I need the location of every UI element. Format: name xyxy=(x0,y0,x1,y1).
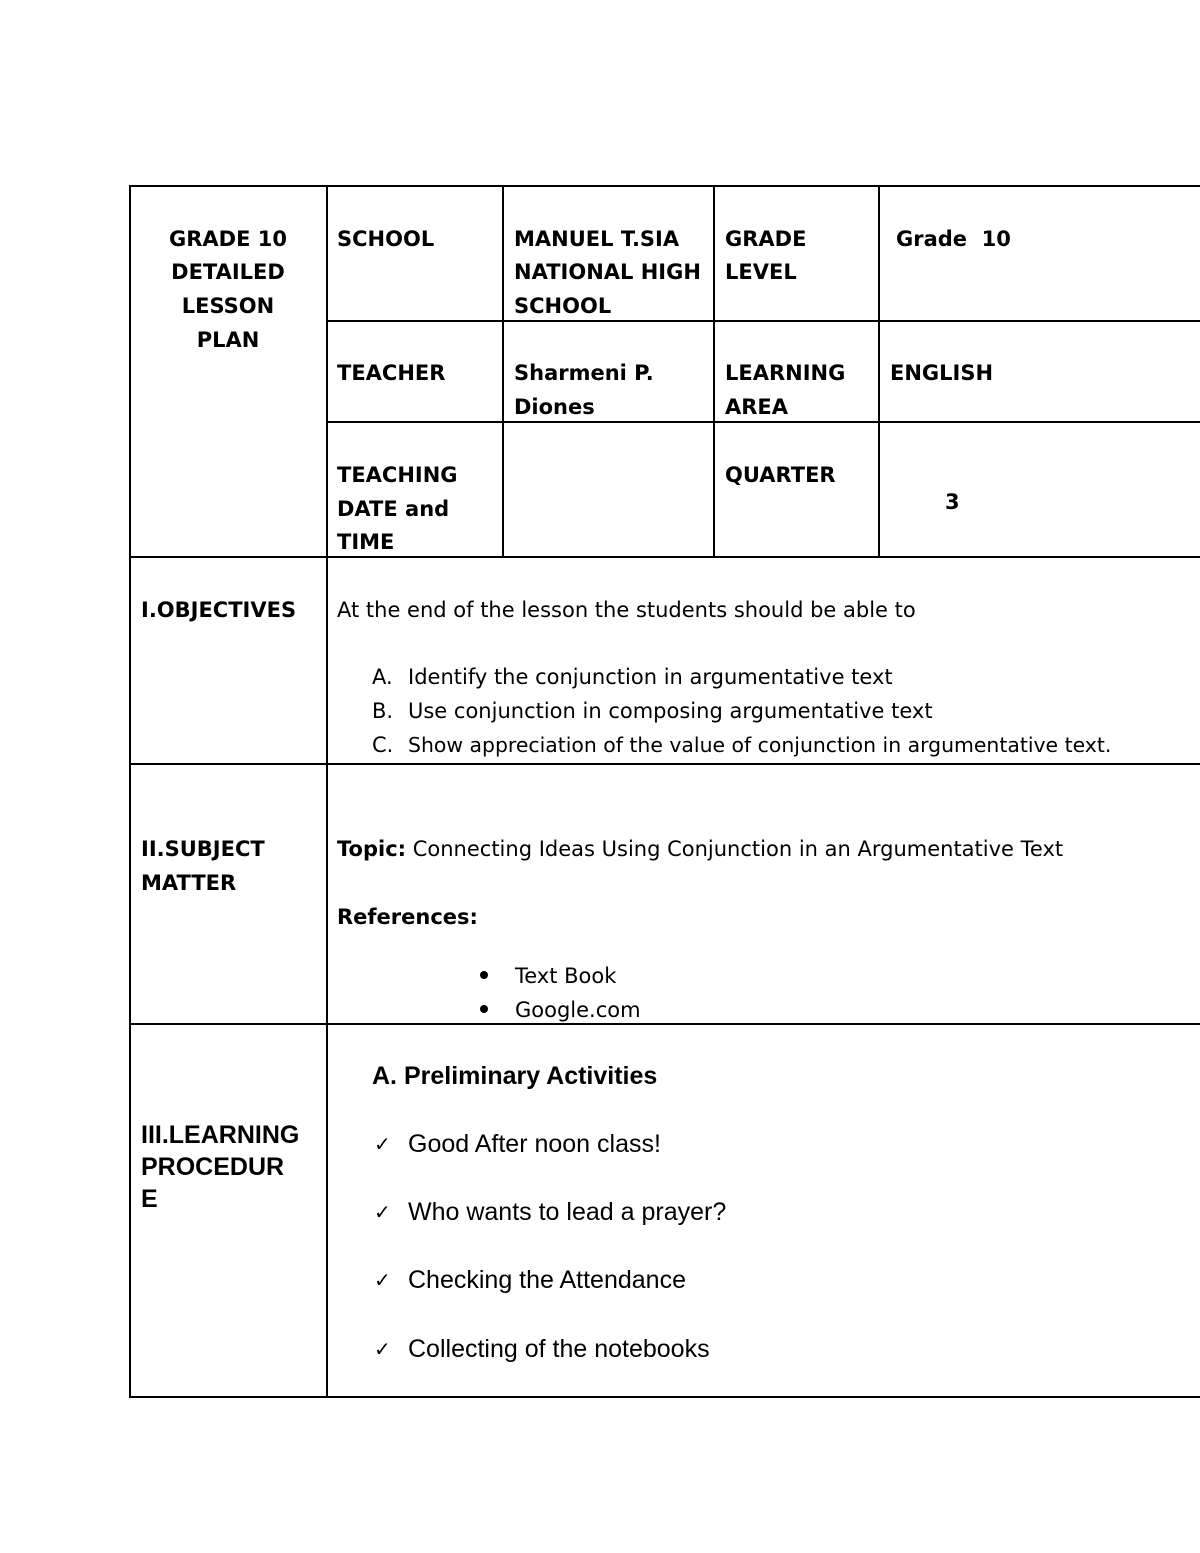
objectives-label: I.OBJECTIVES xyxy=(141,598,297,622)
quarter-value: 3 xyxy=(945,490,960,514)
subject-matter-label-line: MATTER xyxy=(141,871,237,895)
title-line: LESSON xyxy=(181,294,275,318)
grade-level-label-line: GRADE xyxy=(725,227,807,251)
check-icon: ✓ xyxy=(374,1132,391,1156)
reference-item: Text Book xyxy=(515,964,617,988)
title-line: GRADE 10 xyxy=(169,227,287,251)
learning-area-value: ENGLISH xyxy=(890,361,994,385)
table-border-top xyxy=(129,185,1200,187)
check-icon: ✓ xyxy=(374,1268,391,1292)
table-border-row1 xyxy=(326,320,1200,322)
learning-procedure-label-line: III.LEARNING xyxy=(141,1121,300,1149)
table-border-bottom xyxy=(129,1396,1200,1398)
table-border-objectives-bottom xyxy=(129,763,1200,765)
teacher-label: TEACHER xyxy=(337,361,446,385)
learning-area-label-line: AREA xyxy=(725,395,789,419)
check-icon: ✓ xyxy=(374,1200,391,1224)
school-value-line: MANUEL T.SIA xyxy=(514,227,680,251)
grade-level-label-line: LEVEL xyxy=(725,260,797,284)
teaching-date-label-line: TEACHING xyxy=(337,463,458,487)
references-label: References: xyxy=(337,905,478,929)
objectives-intro: At the end of the lesson the students should be able to xyxy=(337,598,916,622)
activity-item: Checking the Attendance xyxy=(408,1266,686,1294)
table-border-left xyxy=(129,185,131,1398)
title-line: DETAILED xyxy=(171,260,285,284)
table-border-col4 xyxy=(878,185,880,558)
school-value-line: SCHOOL xyxy=(514,294,612,318)
topic-label: Topic: xyxy=(337,837,407,861)
teaching-date-label-line: TIME xyxy=(337,530,395,554)
reference-item: Google.com xyxy=(515,998,641,1022)
list-item: Show appreciation of the value of conjunction in argumentative text. xyxy=(408,733,1112,757)
learning-area-label-line: LEARNING xyxy=(725,361,846,385)
list-item: Identify the conjunction in argumentative text xyxy=(408,665,893,689)
subject-matter-label-line: II.SUBJECT xyxy=(141,837,265,861)
table-border-col3 xyxy=(713,185,715,558)
preliminary-activities-heading: A. Preliminary Activities xyxy=(372,1062,658,1090)
check-icon: ✓ xyxy=(374,1337,391,1361)
school-label: SCHOOL xyxy=(337,227,435,251)
learning-procedure-label-line: E xyxy=(141,1185,158,1213)
activity-item: Collecting of the notebooks xyxy=(408,1335,710,1363)
quarter-label: QUARTER xyxy=(725,463,836,487)
list-item-marker: A. xyxy=(372,665,393,689)
teacher-value-line: Diones xyxy=(514,395,595,419)
list-item-marker: B. xyxy=(372,699,394,723)
teacher-value-line: Sharmeni P. xyxy=(514,361,654,385)
table-border-header-bottom xyxy=(129,556,1200,558)
learning-procedure-label-line: PROCEDUR xyxy=(141,1153,285,1181)
topic-value: Connecting Ideas Using Conjunction in an Argumentative Text xyxy=(406,837,1064,861)
school-value-line: NATIONAL HIGH xyxy=(514,260,701,284)
teaching-date-label-line: DATE and xyxy=(337,497,450,521)
list-item-marker: C. xyxy=(372,733,394,757)
bullet-icon xyxy=(480,971,488,979)
grade-level-value: Grade 10 xyxy=(896,227,1011,251)
topic-line xyxy=(337,832,1063,866)
table-border-subject-bottom xyxy=(129,1023,1200,1025)
activity-item: Who wants to lead a prayer? xyxy=(408,1198,727,1226)
table-border-col1 xyxy=(326,185,328,1398)
bullet-icon xyxy=(480,1005,488,1013)
list-item: Use conjunction in composing argumentative text xyxy=(408,699,933,723)
activity-item: Good After noon class! xyxy=(408,1130,661,1158)
table-border-col2 xyxy=(502,185,504,558)
title-line: PLAN xyxy=(196,328,260,352)
